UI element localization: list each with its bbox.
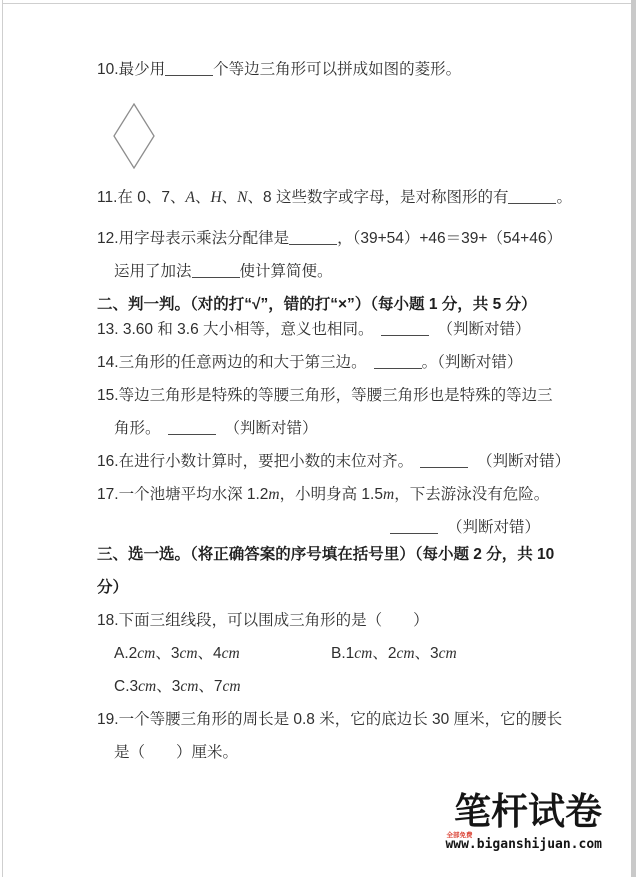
- question-text: 在 0、7、: [117, 189, 186, 206]
- question-text: 3.60 和 3.6 大小相等，意义也相同。: [118, 321, 374, 338]
- watermark-free-badge: 全部免费: [446, 832, 473, 839]
- option-b: B.1cm、2cm、3cm: [331, 645, 457, 662]
- watermark-url: www.biganshijuan.com: [445, 837, 602, 852]
- question-text: 运用了加法: [114, 263, 192, 280]
- judge-label: （判断对错）: [477, 453, 571, 470]
- section-title: 二、判一判。（对的打“√”，错的打“×”）（每小题 1 分，共 5 分）: [97, 296, 537, 313]
- answer-blank: [192, 262, 240, 278]
- question-11: [97, 181, 572, 214]
- watermark-logo-text: 笔杆试卷: [454, 792, 602, 833]
- watermark-url-row: [445, 832, 602, 853]
- question-10-figure: [113, 103, 540, 169]
- question-text: 一个等腰三角形的周长是 0.8 米，它的底边长 30 厘米，它的腰长: [118, 711, 563, 728]
- question-number: 17.: [97, 486, 119, 503]
- watermark: [445, 790, 602, 853]
- question-text: 使计算简便。: [239, 263, 333, 280]
- answer-blank: [289, 229, 337, 245]
- question-text: 等边三角形是特殊的等腰三角形，等腰三角形也是特殊的等边三: [118, 387, 553, 404]
- question-text: 、: [194, 189, 211, 206]
- letter-italic: H: [210, 189, 222, 206]
- question-text: 是（ ）厘米。: [114, 744, 239, 761]
- question-number: 15.: [97, 387, 119, 404]
- unit-italic: m: [268, 486, 280, 503]
- judge-label: 。（判断对错）: [421, 354, 523, 371]
- question-number: 19.: [97, 711, 119, 728]
- answer-blank: [165, 60, 213, 76]
- question-number: 12.: [97, 230, 119, 247]
- question-13: [97, 313, 540, 346]
- question-text: 角形。: [114, 420, 161, 437]
- rhombus-figure: [113, 103, 155, 169]
- question-text: 、: [221, 189, 238, 206]
- question-number: 13.: [97, 321, 119, 338]
- question-text: 最少用: [118, 61, 166, 78]
- option-c: C.3cm、3cm、7cm: [114, 678, 241, 695]
- answer-blank: [381, 320, 429, 336]
- question-text: 下面三组线段，可以围成三角形的是（ ）: [118, 612, 429, 629]
- section-title: 三、选一选。（将正确答案的序号填在括号里）（每小题 2 分，共 10: [97, 546, 555, 563]
- letter-italic: A: [185, 189, 195, 206]
- question-number: 16.: [97, 453, 119, 470]
- question-text: 一个池塘平均水深 1.2: [118, 486, 269, 503]
- question-text: ，下去游泳没有危险。: [394, 486, 550, 503]
- question-text: 用字母表示乘法分配律是: [118, 230, 290, 247]
- question-19: [97, 703, 563, 769]
- question-text: ，（39+54）+46＝39+（54+46）: [337, 230, 562, 247]
- question-text: 个等边三角形可以拼成如图的菱形。: [213, 61, 462, 78]
- question-14: [97, 346, 540, 379]
- question-number: 11.: [97, 189, 118, 206]
- section-title: 分）: [97, 579, 129, 596]
- question-10: [97, 53, 540, 86]
- question-text: 三角形的任意两边的和大于第三边。: [118, 354, 367, 371]
- question-text: ，小明身高 1.5: [279, 486, 383, 503]
- question-17: [97, 478, 550, 544]
- answer-blank: [374, 353, 422, 369]
- letter-italic: N: [237, 189, 248, 206]
- question-number: 10.: [97, 61, 119, 78]
- question-text: 、8 这些数字或字母，是对称图形的有: [247, 189, 509, 206]
- question-18: [97, 604, 540, 703]
- question-number: 18.: [97, 612, 119, 629]
- answer-blank: [168, 419, 216, 435]
- question-16: [97, 445, 571, 478]
- question-number: 14.: [97, 354, 119, 371]
- judge-label: （判断对错）: [437, 321, 531, 338]
- answer-blank: [420, 452, 468, 468]
- answer-blank: [390, 518, 438, 534]
- unit-italic: m: [382, 486, 395, 503]
- answer-blank: [508, 188, 556, 204]
- question-15: [97, 379, 553, 445]
- question-12: [97, 222, 562, 288]
- options-row-ab: [97, 637, 540, 670]
- paper-content: [97, 53, 572, 769]
- section-header-choose: [97, 538, 555, 604]
- question-text: 在进行小数计算时，要把小数的末位对齐。: [118, 453, 414, 470]
- page-border-right-shadow: [631, 0, 636, 877]
- option-a: A.2cm、3cm、4cm: [114, 645, 240, 662]
- question-text: 。: [556, 189, 572, 206]
- judge-label: （判断对错）: [224, 420, 318, 437]
- page-border-top: [2, 3, 631, 4]
- page-border-left: [2, 0, 3, 877]
- judge-label: （判断对错）: [446, 519, 540, 536]
